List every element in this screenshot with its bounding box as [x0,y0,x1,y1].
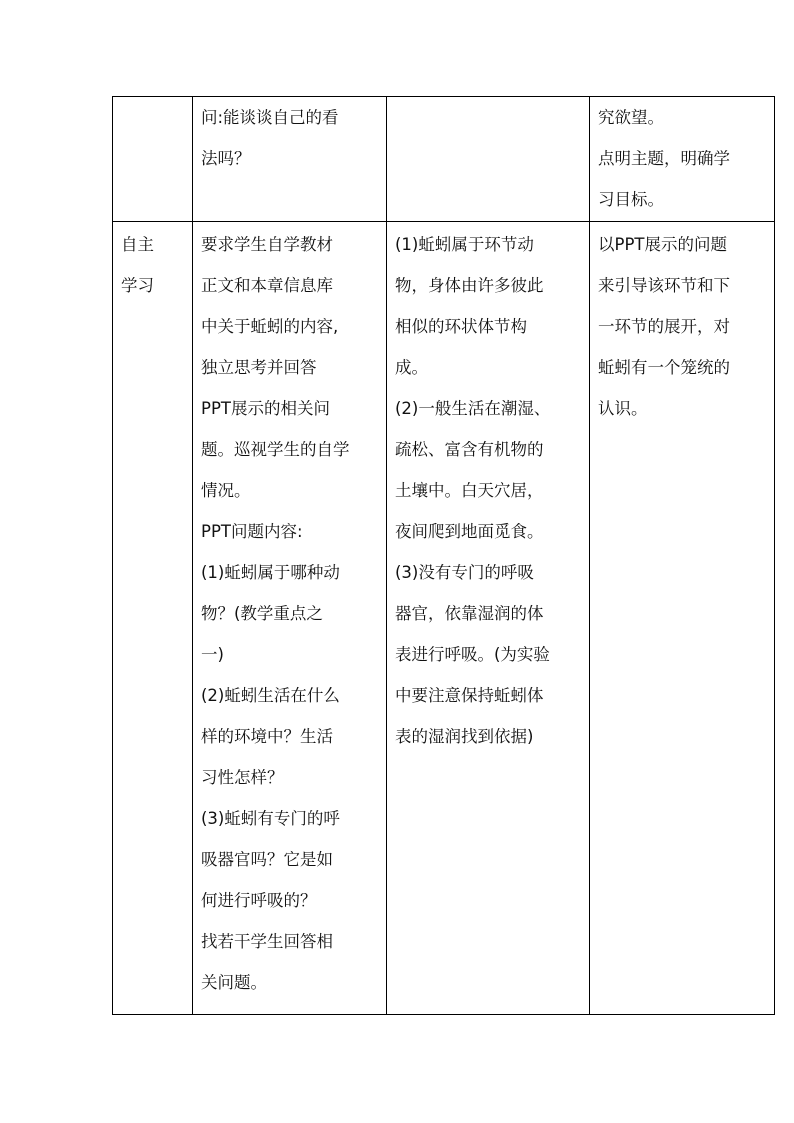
stage-cell [113,97,193,222]
text-line: PPT问题内容: [201,522,303,541]
text-line: 情况。 [201,481,251,500]
text-line: 何进行呼吸的？ [201,891,317,910]
activity-cell [193,222,387,1015]
text-line: PPT展示的相关问 [201,399,330,418]
text-line: 独立思考并回答 [201,358,317,377]
text-line: 要求学生自学教材 [201,235,333,254]
text-line: 习性怎样？ [201,768,284,787]
text-line: (1)蚯蚓属于环节动 [395,235,534,254]
text-line: 习目标。 [598,190,664,209]
text-line: 土壤中。白天穴居， [395,481,544,500]
content-cell [387,222,590,1015]
text-line: 中要注意保持蚯蚓体 [395,686,544,705]
text-line: 样的环境中？生活 [201,727,333,746]
activity-cell [193,97,387,222]
text-line: 题。巡视学生的自学 [201,440,350,459]
intent-cell [590,222,775,1015]
text-line: 表的湿润找到依据) [395,727,534,746]
text-line: 自主 [121,235,154,254]
content-cell [387,97,590,222]
text-line: (2)蚯蚓生活在什么 [201,686,340,705]
text-line: 学习 [121,276,154,295]
intent-cell [590,97,775,222]
text-line: 吸器官吗？它是如 [201,850,333,869]
text-line: 表进行呼吸。(为实验 [395,645,550,664]
text-line: 点明主题，明确学 [598,149,730,168]
text-line: 究欲望。 [598,108,664,127]
text-line: 中关于蚯蚓的内容, [201,317,339,336]
table-row [113,97,775,222]
text-line: 夜间爬到地面觅食。 [395,522,544,541]
text-line: 一环节的展开，对 [598,317,730,336]
text-line: 来引导该环节和下 [598,276,730,295]
text-line: 物？(教学重点之 [201,604,323,623]
text-line: 疏松、富含有机物的 [395,440,544,459]
text-line: 法吗？ [201,149,251,168]
text-line: (2)一般生活在潮湿、 [395,399,551,418]
text-line: 以PPT展示的问题 [598,235,727,254]
text-line: (3)蚯蚓有专门的呼 [201,809,340,828]
text-line: (3)没有专门的呼吸 [395,563,534,582]
text-line: 蚯蚓有一个笼统的 [598,358,730,377]
text-line: 器官，依靠湿润的体 [395,604,544,623]
stage-cell [113,222,193,1015]
text-line: 找若干学生回答相 [201,932,333,951]
lesson-plan-table [112,96,775,1015]
text-line: 物，身体由许多彼此 [395,276,544,295]
text-line: 关问题。 [201,973,267,992]
table-row [113,222,775,1015]
text-line: (1)蚯蚓属于哪种动 [201,563,340,582]
text-line: 正文和本章信息库 [201,276,333,295]
text-line: 问:能谈谈自己的看 [201,108,339,127]
text-line: 相似的环状体节构 [395,317,527,336]
text-line: 认识。 [598,399,648,418]
text-line: 成。 [395,358,428,377]
text-line: 一) [201,645,224,664]
